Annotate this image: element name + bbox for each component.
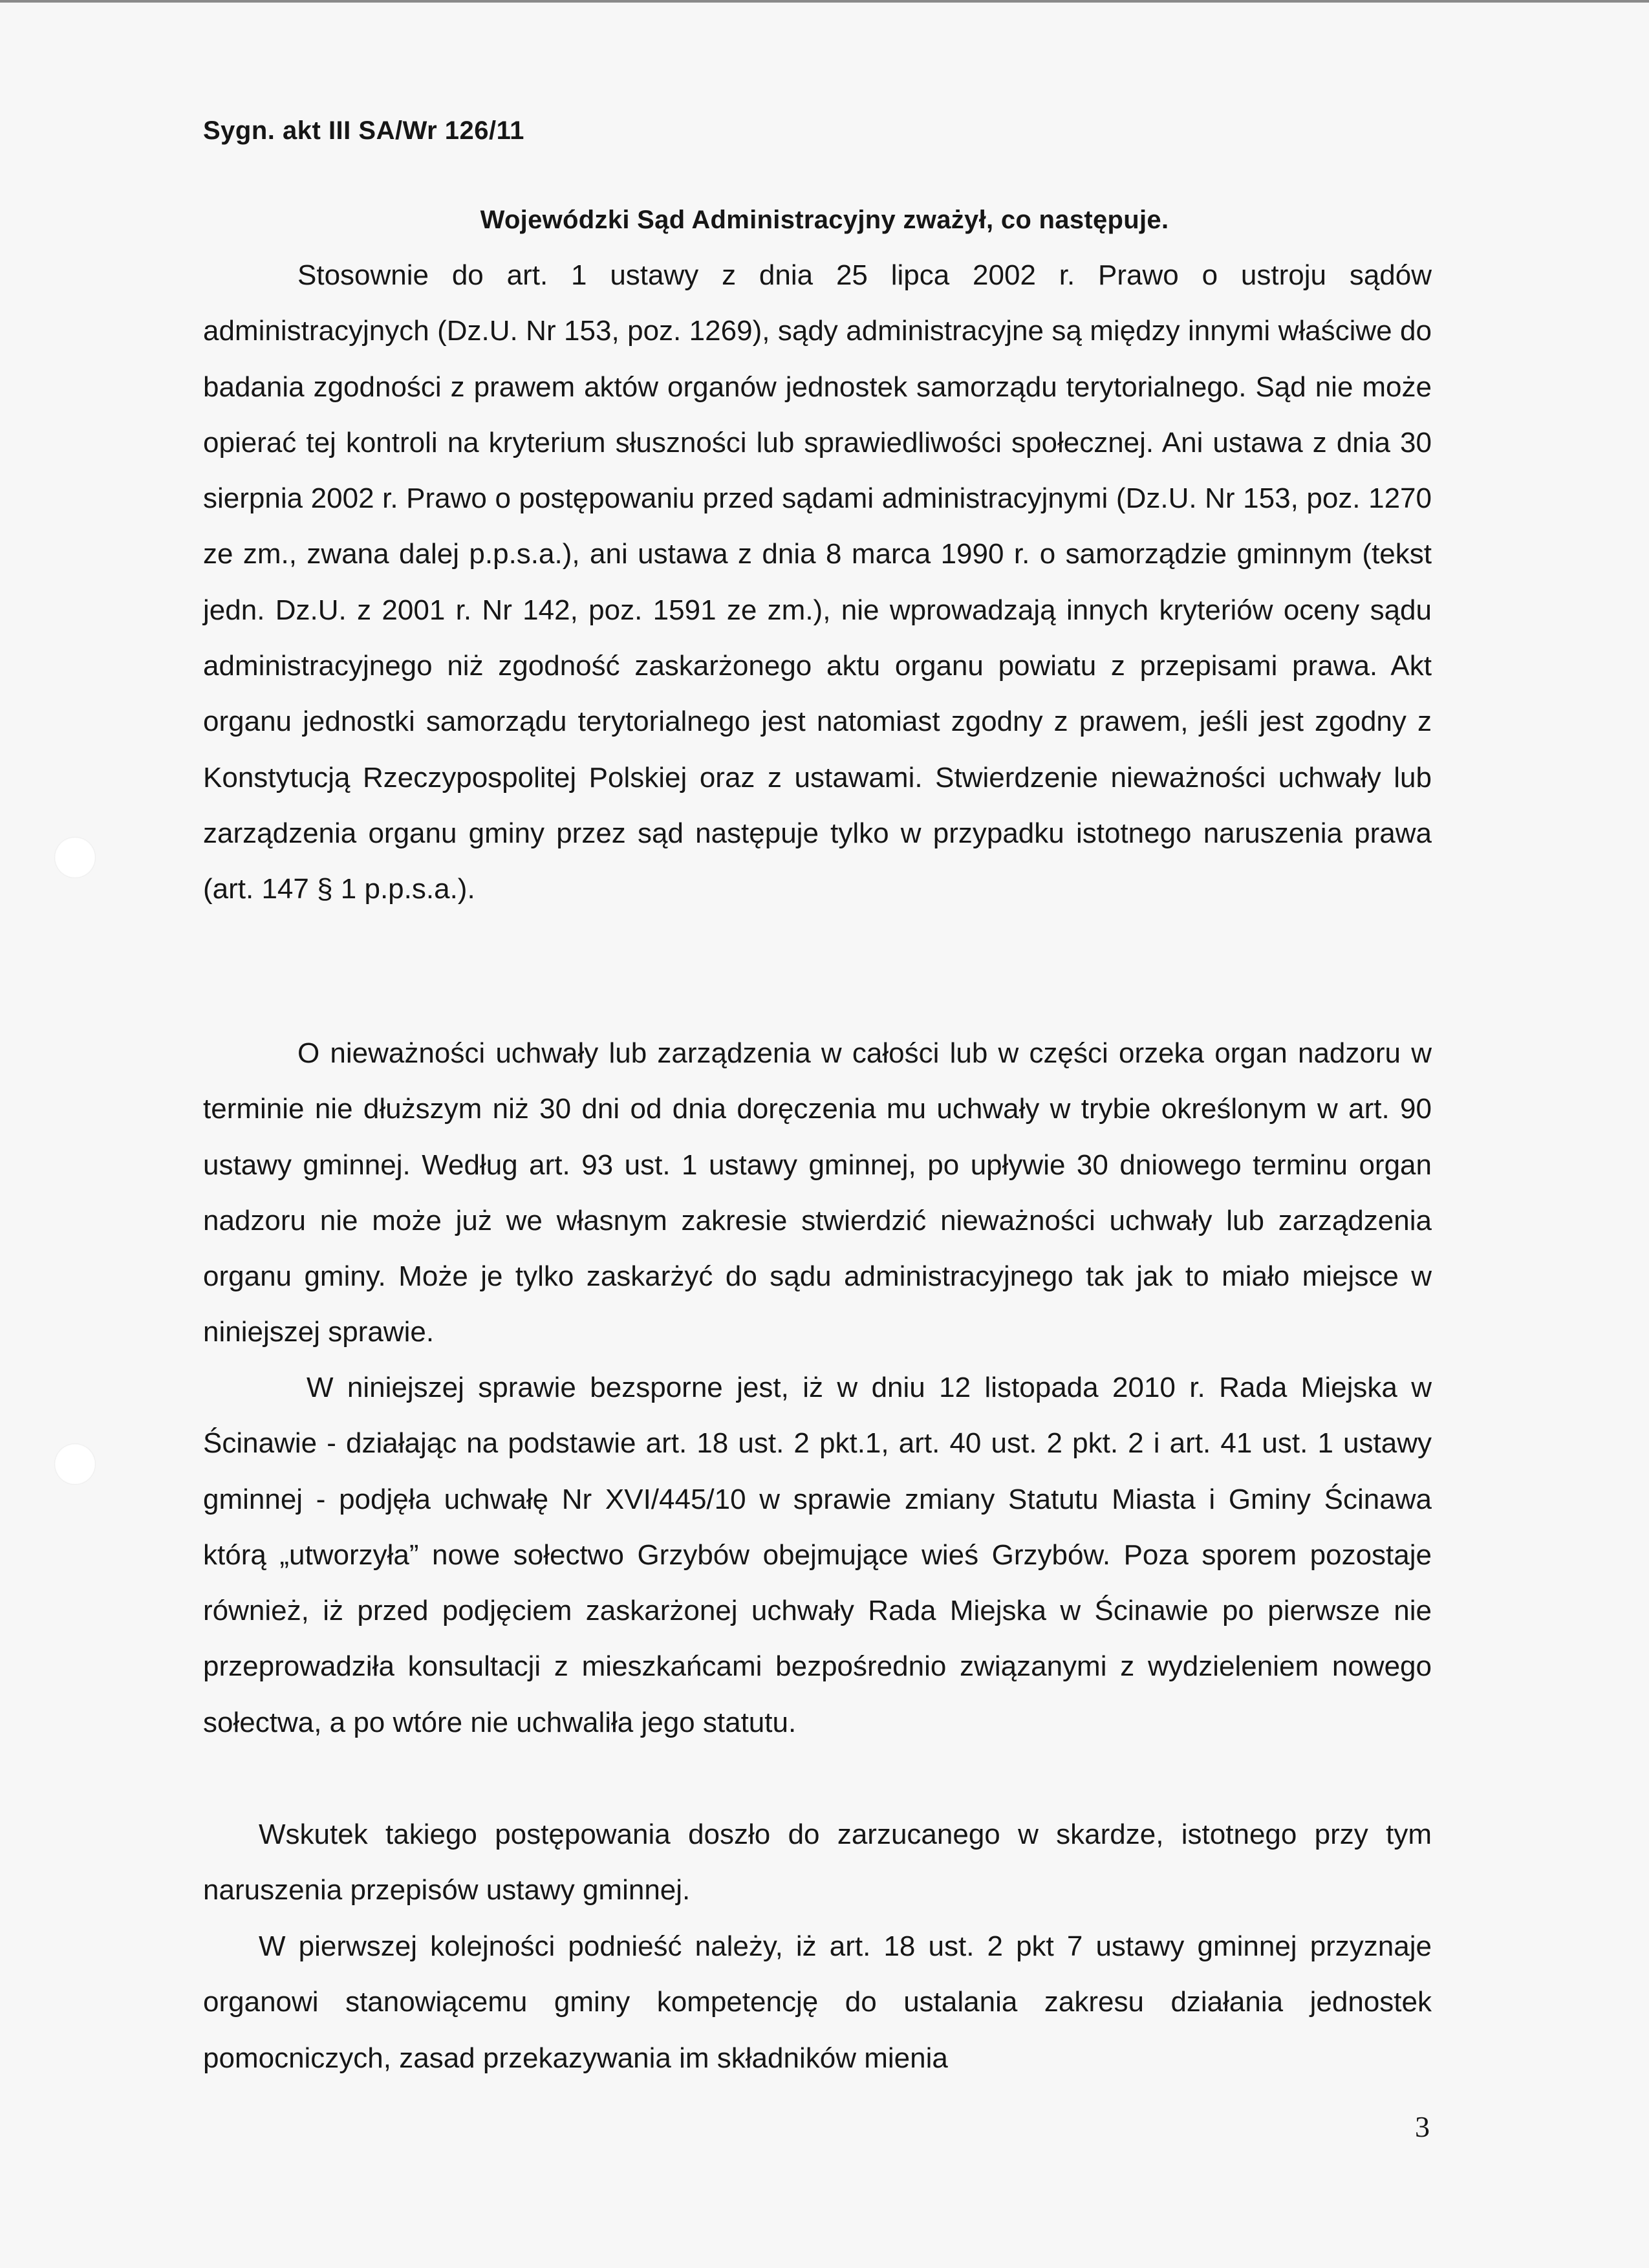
paragraph-2: O nieważności uchwały lub zarządzenia w całości lub w części orzeka organ nadzoru w terminie nie dłuższym niż 30 dni od dnia doręczenia mu uchwały w trybie określonym w art. 90 ustawy gminnej. Według art. 93 ust. 1 ustawy gminnej, po upływie 30 dniowego terminu organ nadzoru nie może już we własnym zakresie stwierdzić nieważności uchwały lub zarządzenia organu gminy. Może je tylko zaskarżyć do sądu administracyjnego tak jak to miało miejsce w niniejszej sprawie. (203, 1037, 1432, 1348)
case-signature: Sygn. akt III SA/Wr 126/11 (203, 116, 524, 145)
paragraph-4: Wskutek takiego postępowania doszło do zarzucanego w skardze, istotnego przy tym naruszenia przepisów ustawy gminnej. (203, 1819, 1432, 1906)
punch-hole-upper (54, 837, 96, 878)
page-top-edge (0, 0, 1649, 3)
page-number: 3 (1415, 2110, 1430, 2143)
paragraph-1: Stosownie do art. 1 ustawy z dnia 25 lipca 2002 r. Prawo o ustroju sądów administracyjnych (Dz.U. Nr 153, poz. 1269), sądy administracyjne są między innymi właściwe do badania zgodności z prawem aktów organów jednostek samorządu terytorialnego. Sąd nie może opierać tej kontroli na kryterium słuszności lub sprawiedliwości społecznej. Ani ustawa z dnia 30 sierpnia 2002 r. Prawo o postępowaniu przed sądami administracyjnymi (Dz.U. Nr 153, poz. 1270 ze zm., zwana dalej p.p.s.a.), ani ustawa z dnia 8 marca 1990 r. o samorządzie gminnym (tekst jedn. Dz.U. z 2001 r. Nr 142, poz. 1591 ze zm.), nie wprowadzają innych kryteriów oceny sądu administracyjnego niż zgodność zaskarżonego aktu organu powiatu z przepisami prawa. Akt organu jednostki samorządu terytorialnego jest natomiast zgodny z prawem, jeśli jest zgodny z Konstytucją Rzeczypospolitej Polskiej oraz z ustawami. Stwierdzenie nieważności uchwały lub zarządzenia organu gminy przez sąd następuje tylko w przypadku istotnego naruszenia prawa (art. 147 § 1 p.p.s.a.). (203, 259, 1432, 905)
court-heading: Wojewódzki Sąd Administracyjny zważył, co następuje. (480, 206, 1169, 234)
punch-hole-lower (54, 1443, 96, 1485)
paragraph-3: W niniejszej sprawie bezsporne jest, iż w dniu 12 listopada 2010 r. Rada Miejska w Ścinawie - działając na podstawie art. 18 ust. 2 pkt.1, art. 40 ust. 2 pkt. 2 i art. 41 ust. 1 ustawy gminnej - podjęła uchwałę Nr XVI/445/10 w sprawie zmiany Statutu Miasta i Gminy Ścinawa którą „utworzyła” nowe sołectwo Grzybów obejmujące wieś Grzybów. Poza sporem pozostaje również, iż przed podjęciem zaskarżonej uchwały Rada Miejska w Ścinawie po pierwsze nie przeprowadziła konsultacji z mieszkańcami bezpośrednio związanymi z wydzieleniem nowego sołectwa, a po wtóre nie uchwaliła jego statutu. (203, 1372, 1432, 1738)
paragraph-5: W pierwszej kolejności podnieść należy, iż art. 18 ust. 2 pkt 7 ustawy gminnej przyznaje organowi stanowiącemu gminy kompetencję do ustalania zakresu działania jednostek pomocniczych, zasad przekazywania im składników mienia (203, 1930, 1432, 2074)
